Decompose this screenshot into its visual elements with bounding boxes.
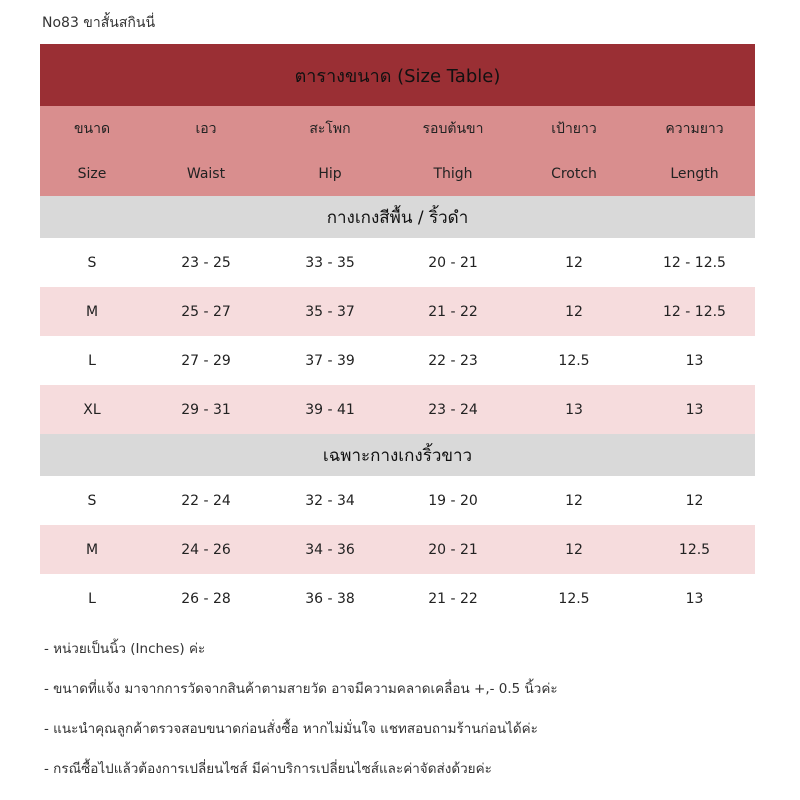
header-row-thai (40, 106, 755, 151)
header-length-en: Length (670, 165, 719, 182)
header-length-th: ความยาว (665, 120, 724, 137)
size-cell: S (87, 254, 97, 271)
page-heading: No83 ขาสั้นสกินนี่ (42, 15, 156, 31)
thigh-cell: 22 - 23 (428, 352, 478, 369)
hip-cell: 35 - 37 (305, 303, 355, 320)
crotch-cell: 12 (565, 303, 583, 320)
note-unit: - หน่วยเป็นนิ้ว (Inches) ค่ะ (44, 641, 206, 657)
waist-cell: 22 - 24 (181, 492, 231, 509)
length-cell: 13 (685, 590, 704, 607)
thigh-cell: 20 - 21 (428, 254, 478, 271)
header-crotch-en: Crotch (551, 165, 597, 182)
crotch-cell: 12.5 (558, 590, 590, 607)
length-cell: 12 - 12.5 (663, 254, 726, 271)
thigh-cell: 19 - 20 (428, 492, 478, 509)
length-cell: 12 - 12.5 (663, 303, 726, 320)
note-measurement-tolerance: - ขนาดที่แจ้ง มาจากการวัดจากสินค้าตามสายวัด อาจมีความคลาดเคลื่อน +,- 0.5 นิ้วค่ะ (44, 681, 558, 697)
crotch-cell: 12 (565, 541, 583, 558)
length-cell: 13 (685, 401, 704, 418)
section-label: เฉพาะกางเกงริ้วขาว (40, 434, 755, 476)
hip-cell: 36 - 38 (305, 590, 355, 607)
table-row (40, 385, 755, 434)
size-cell: L (88, 590, 96, 607)
header-hip-en: Hip (318, 165, 342, 182)
waist-cell: 23 - 25 (181, 254, 231, 271)
header-row-english (40, 151, 755, 196)
waist-cell: 29 - 31 (181, 401, 231, 418)
waist-cell: 26 - 28 (181, 590, 231, 607)
thigh-cell: 20 - 21 (428, 541, 478, 558)
header-thigh-en: Thigh (433, 165, 473, 182)
size-cell: M (85, 541, 99, 558)
length-cell: 12.5 (678, 541, 711, 558)
waist-cell: 25 - 27 (181, 303, 231, 320)
table-row (40, 574, 755, 623)
header-thigh-th: รอบต้นขา (422, 120, 484, 137)
crotch-cell: 12 (565, 254, 583, 271)
size-table (40, 44, 755, 623)
hip-cell: 34 - 36 (305, 541, 355, 558)
hip-cell: 33 - 35 (305, 254, 355, 271)
size-cell: M (85, 303, 99, 320)
thigh-cell: 21 - 22 (428, 590, 478, 607)
hip-cell: 37 - 39 (305, 352, 355, 369)
waist-cell: 27 - 29 (181, 352, 231, 369)
table-row (40, 238, 755, 287)
note-exchange-fee: - กรณีซื้อไปแล้วต้องการเปลี่ยนไซส์ มีค่าบริการเปลี่ยนไซส์และค่าจัดส่งด้วยค่ะ (44, 761, 492, 777)
section-label: กางเกงสีพื้น / ริ้วดำ (40, 196, 755, 238)
table-row (40, 476, 755, 525)
table-row (40, 287, 755, 336)
hip-cell: 32 - 34 (305, 492, 355, 509)
size-cell: XL (83, 401, 101, 418)
size-cell: L (88, 352, 96, 369)
header-crotch-th: เป้ายาว (551, 120, 597, 137)
hip-cell: 39 - 41 (305, 401, 355, 418)
crotch-cell: 13 (565, 401, 583, 418)
thigh-cell: 21 - 22 (428, 303, 478, 320)
table-row (40, 525, 755, 574)
header-waist-en: Waist (186, 165, 226, 182)
waist-cell: 24 - 26 (181, 541, 231, 558)
note-check-before-order: - แนะนำคุณลูกค้าตรวจสอบขนาดก่อนสั่งซื้อ หากไม่มั่นใจ แชทสอบถามร้านก่อนได้ค่ะ (44, 721, 538, 737)
header-size-th: ขนาด (73, 120, 111, 137)
table-row (40, 336, 755, 385)
notes-list (44, 636, 764, 796)
length-cell: 13 (685, 352, 704, 369)
table-title: ตารางขนาด (Size Table) (40, 44, 755, 106)
table-header (40, 106, 755, 196)
crotch-cell: 12.5 (558, 352, 590, 369)
header-size-en: Size (77, 165, 107, 182)
header-waist-th: เอว (195, 120, 217, 137)
crotch-cell: 12 (565, 492, 583, 509)
header-hip-th: สะโพก (309, 120, 351, 137)
length-cell: 12 (685, 492, 704, 509)
size-cell: S (87, 492, 97, 509)
thigh-cell: 23 - 24 (428, 401, 478, 418)
